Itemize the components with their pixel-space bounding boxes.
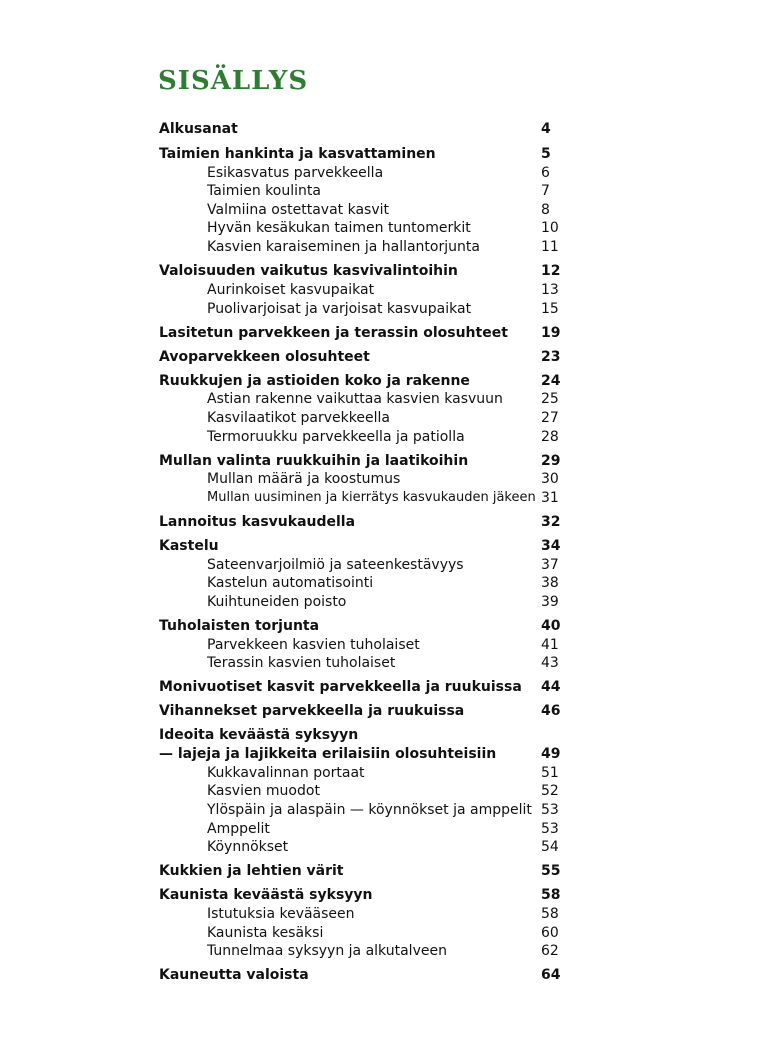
toc-entry-label: Kaunista keväästä syksyyn [159, 887, 373, 903]
toc-section [0, 183, 757, 203]
toc-page-number: 13 [541, 282, 559, 298]
toc-entry-label: Ruukkujen ja astioiden koko ja rakenne [159, 373, 470, 389]
toc-entry-label: Aurinkoiset kasvupaikat [207, 282, 375, 298]
toc-chapter [0, 263, 757, 283]
toc-section [0, 202, 757, 222]
toc-section [0, 471, 757, 491]
toc-page-number: 5 [541, 146, 551, 162]
toc-entry-label: Termoruukku parvekkeella ja patiolla [207, 429, 465, 445]
toc-entry-label: Alkusanat [159, 121, 238, 137]
toc-chapter [0, 703, 757, 723]
toc-chapter [0, 967, 757, 987]
toc-entry-label: Kukkavalinnan portaat [207, 765, 365, 781]
toc-entry-label: Ylöspäin ja alaspäin — köynnökset ja amppelit [207, 802, 532, 818]
toc-page-number: 58 [541, 906, 559, 922]
toc-chapter [0, 863, 757, 883]
toc-section [0, 557, 757, 577]
toc-section [0, 765, 757, 785]
toc-chapter [0, 453, 757, 473]
toc-entry-label: Kasvien muodot [207, 783, 320, 799]
toc-entry-label: Astian rakenne vaikuttaa kasvien kasvuun [207, 391, 503, 407]
toc-page-number: 64 [541, 967, 561, 983]
toc-chapter [0, 121, 757, 141]
toc-page-number: 10 [541, 220, 559, 236]
toc-page-number: 4 [541, 121, 551, 137]
toc-entry-label: Sateenvarjoilmiö ja sateenkestävyys [207, 557, 464, 573]
toc-page-number: 44 [541, 679, 561, 695]
toc-page-number: 54 [541, 839, 559, 855]
toc-entry-label: — lajeja ja lajikkeita erilaisiin olosuhteisiin [159, 746, 497, 762]
toc-chapter [0, 679, 757, 699]
toc-page-number: 60 [541, 925, 559, 941]
toc-page-number: 40 [541, 618, 561, 634]
toc-page-number: 37 [541, 557, 559, 573]
toc-section [0, 429, 757, 449]
toc-entry-label: Köynnökset [207, 839, 289, 855]
toc-section [0, 783, 757, 803]
toc-page-number: 32 [541, 514, 561, 530]
toc-entry-label: Kasvien karaiseminen ja hallantorjunta [207, 239, 480, 255]
toc-page-number: 53 [541, 821, 559, 837]
toc-entry-label: Puolivarjoisat ja varjoisat kasvupaikat [207, 301, 472, 317]
toc-page-number: 49 [541, 746, 561, 762]
toc-entry-label: Valoisuuden vaikutus kasvivalintoihin [159, 263, 458, 279]
toc-entry-label: Kastelun automatisointi [207, 575, 374, 591]
toc-section [0, 391, 757, 411]
toc-section [0, 165, 757, 185]
toc-entry-label: Amppelit [207, 821, 270, 837]
toc-page-number: 15 [541, 301, 559, 317]
toc-page-number: 29 [541, 453, 561, 469]
toc-entry-label: Valmiina ostettavat kasvit [207, 202, 389, 218]
toc-section [0, 637, 757, 657]
toc-page-number: 6 [541, 165, 550, 181]
toc-section [0, 839, 757, 859]
toc-entry-label: Terassin kasvien tuholaiset [207, 655, 396, 671]
page-title: SISÄLLYS [158, 66, 309, 96]
toc-section [0, 943, 757, 963]
toc-entry-label: Kasvilaatikot parvekkeella [207, 410, 390, 426]
toc-page-number: 38 [541, 575, 559, 591]
toc-section [0, 925, 757, 945]
toc-page-number: 24 [541, 373, 561, 389]
toc-entry-label: Monivuotiset kasvit parvekkeella ja ruukuissa [159, 679, 522, 695]
toc-entry-label: Avoparvekkeen olosuhteet [159, 349, 370, 365]
toc-section [0, 821, 757, 841]
toc-page-number: 30 [541, 471, 559, 487]
toc-entry-label: Esikasvatus parvekkeella [207, 165, 384, 181]
toc-page-number: 19 [541, 325, 561, 341]
toc-chapter [0, 349, 757, 369]
toc-page-number: 8 [541, 202, 550, 218]
toc-entry-label: Kauneutta valoista [159, 967, 309, 983]
toc-section [0, 282, 757, 302]
toc-chapter [0, 538, 757, 558]
toc-page-number: 7 [541, 183, 550, 199]
toc-entry-label: Kukkien ja lehtien värit [159, 863, 344, 879]
toc-page-number: 27 [541, 410, 559, 426]
toc-chapter [0, 618, 757, 638]
toc-section [0, 490, 757, 510]
toc-section [0, 594, 757, 614]
toc-page-number: 39 [541, 594, 559, 610]
toc-entry-label: Kaunista kesäksi [207, 925, 324, 941]
toc-page-number: 55 [541, 863, 561, 879]
toc-section [0, 575, 757, 595]
toc-page-number: 28 [541, 429, 559, 445]
toc-page-number: 31 [541, 490, 559, 506]
toc-page-number: 12 [541, 263, 561, 279]
toc-page-number: 46 [541, 703, 561, 719]
toc-section [0, 802, 757, 822]
toc-page-number: 34 [541, 538, 561, 554]
toc-entry-label: Tunnelmaa syksyyn ja alkutalveen [207, 943, 447, 959]
toc-page-number: 52 [541, 783, 559, 799]
toc-entry-label: Taimien koulinta [207, 183, 321, 199]
toc-section [0, 239, 757, 259]
toc-page-number: 58 [541, 887, 561, 903]
toc-chapter [0, 146, 757, 166]
toc-chapter [0, 727, 757, 747]
toc-page-number: 41 [541, 637, 559, 653]
toc-section [0, 906, 757, 926]
toc-section [0, 655, 757, 675]
toc-entry-label: Lannoitus kasvukaudella [159, 514, 356, 530]
toc-entry-label: Vihannekset parvekkeella ja ruukuissa [159, 703, 465, 719]
toc-page-number: 43 [541, 655, 559, 671]
toc-chapter [0, 887, 757, 907]
toc-page-number: 53 [541, 802, 559, 818]
toc-entry-label: Hyvän kesäkukan taimen tuntomerkit [207, 220, 471, 236]
toc-page-number: 62 [541, 943, 559, 959]
toc-entry-label: Istutuksia kevääseen [207, 906, 355, 922]
toc-section [0, 410, 757, 430]
toc-page-number: 23 [541, 349, 561, 365]
toc-section [0, 220, 757, 240]
toc-entry-label: Lasitetun parvekkeen ja terassin olosuhteet [159, 325, 508, 341]
toc-entry-label: Tuholaisten torjunta [159, 618, 320, 634]
toc-chapter [0, 373, 757, 393]
toc-section [0, 301, 757, 321]
toc-page-number: 51 [541, 765, 559, 781]
toc-chapter [0, 325, 757, 345]
toc-entry-label: Mullan määrä ja koostumus [207, 471, 401, 487]
toc-entry-label: Kuihtuneiden poisto [207, 594, 347, 610]
toc-entry-label: Taimien hankinta ja kasvattaminen [159, 146, 436, 162]
toc-entry-label: Kastelu [159, 538, 219, 554]
toc-page-number: 25 [541, 391, 559, 407]
toc-entry-label: Parvekkeen kasvien tuholaiset [207, 637, 420, 653]
toc-chapter [0, 746, 757, 766]
toc-page-number: 11 [541, 239, 559, 255]
toc-chapter [0, 514, 757, 534]
toc-entry-label: Ideoita keväästä syksyyn [159, 727, 359, 743]
toc-entry-label: Mullan valinta ruukkuihin ja laatikoihin [159, 453, 469, 469]
toc-entry-label: Mullan uusiminen ja kierrätys kasvukauden jäkeen [207, 490, 536, 505]
